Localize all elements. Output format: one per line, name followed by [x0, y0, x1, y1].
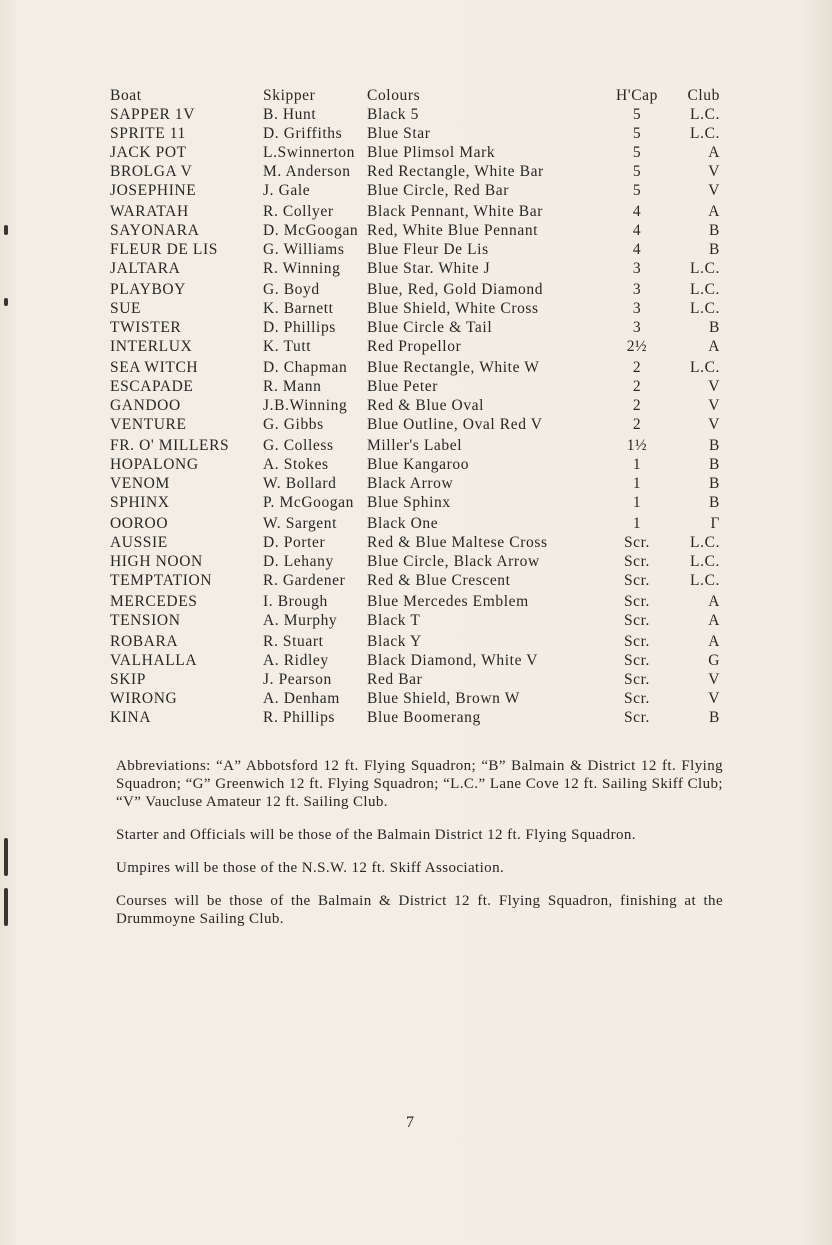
hcap-cell: Scr.	[623, 534, 651, 551]
club-cell: L.C.	[690, 572, 720, 589]
hcap-cell: Scr.	[623, 553, 651, 570]
header-boat: Boat	[110, 87, 142, 104]
skipper-cell: R. Winning	[263, 260, 341, 277]
boat-cell: HIGH NOON	[110, 553, 203, 570]
hcap-cell: 2	[632, 397, 642, 414]
skipper-cell: A. Stokes	[263, 456, 329, 473]
colours-cell: Black T	[367, 612, 421, 629]
hcap-cell: 1½	[626, 437, 648, 454]
club-cell: V	[708, 182, 720, 199]
hcap-cell: 5	[632, 182, 642, 199]
boat-cell: FLEUR DE LIS	[110, 241, 218, 258]
boat-cell: VALHALLA	[110, 652, 198, 669]
table-row	[110, 630, 730, 651]
boat-cell: JOSEPHINE	[110, 182, 197, 199]
hcap-cell: Scr.	[623, 652, 651, 669]
club-cell: B	[709, 437, 720, 454]
table-row	[110, 474, 730, 493]
boat-cell: JACK POT	[110, 144, 187, 161]
skipper-cell: D. Phillips	[263, 319, 336, 336]
club-cell: L.C.	[690, 260, 720, 277]
table-row	[110, 240, 730, 259]
club-cell: L.C.	[690, 106, 720, 123]
table-row	[110, 221, 730, 240]
boat-cell: SEA WITCH	[110, 359, 199, 376]
hcap-cell: 2½	[626, 338, 648, 355]
colours-cell: Blue Circle, Red Bar	[367, 182, 509, 199]
skipper-cell: R. Phillips	[263, 709, 336, 726]
skipper-cell: A. Ridley	[263, 652, 329, 669]
hcap-cell: 4	[632, 222, 642, 239]
club-cell: B	[709, 241, 720, 258]
table-row	[110, 105, 730, 124]
hcap-cell: 5	[632, 106, 642, 123]
table-row	[110, 689, 730, 708]
skipper-cell: G. Williams	[263, 241, 345, 258]
notes-section	[116, 757, 723, 943]
skipper-cell: D. Porter	[263, 534, 326, 551]
hcap-cell: 1	[632, 515, 642, 532]
skipper-cell: I. Brough	[263, 593, 328, 610]
colours-cell: Blue Circle, Black Arrow	[367, 553, 540, 570]
table-row	[110, 377, 730, 396]
boat-cell: VENOM	[110, 475, 170, 492]
club-cell: A	[708, 203, 720, 220]
colours-cell: Blue Circle & Tail	[367, 319, 493, 336]
boat-cell: AUSSIE	[110, 534, 168, 551]
hcap-cell: 4	[632, 203, 642, 220]
skipper-cell: W. Sargent	[263, 515, 338, 532]
skipper-cell: J. Gale	[263, 182, 311, 199]
colours-cell: Blue Kangaroo	[367, 456, 470, 473]
hcap-cell: Scr.	[623, 633, 651, 650]
skipper-cell: K. Barnett	[263, 300, 334, 317]
colours-cell: Red, White Blue Pennant	[367, 222, 539, 239]
colours-cell: Blue, Red, Gold Diamond	[367, 281, 544, 298]
abbreviations-note: Abbreviations: “A” Abbotsford 12 ft. Flying Squadron; “B” Balmain & District 12 ft. Flying Squadron; “G” Greenwich 12 ft. Flying Squadron; “L.C.” Lane Cove 12 ft. Sailing Skiff Club; “V” Vaucluse Amateur 12 ft. Sailing Club.	[116, 758, 723, 810]
club-cell: V	[708, 163, 720, 180]
colours-cell: Black Y	[367, 633, 422, 650]
skipper-cell: R. Gardener	[263, 572, 346, 589]
colours-cell: Blue Star. White J	[367, 260, 491, 277]
colours-cell: Red Bar	[367, 671, 423, 688]
colours-cell: Blue Boomerang	[367, 709, 481, 726]
club-cell: B	[709, 456, 720, 473]
hcap-cell: 3	[632, 300, 642, 317]
boat-cell: FR. O' MILLERS	[110, 437, 230, 454]
club-cell: V	[708, 416, 720, 433]
club-cell: L.C.	[690, 534, 720, 551]
header-hcap: H'Cap	[616, 87, 658, 104]
courses-note: Courses will be those of the Balmain & District 12 ft. Flying Squadron, finishing at the Drummoyne Sailing Club.	[116, 893, 723, 927]
colours-cell: Red & Blue Crescent	[367, 572, 511, 589]
club-cell: V	[708, 690, 720, 707]
table-row	[110, 259, 730, 278]
hcap-cell: 3	[632, 281, 642, 298]
umpires-note: Umpires will be those of the N.S.W. 12 ft. Skiff Association.	[116, 860, 505, 876]
hcap-cell: 3	[632, 319, 642, 336]
colours-cell: Blue Shield, White Cross	[367, 300, 539, 317]
page-number: 7	[406, 1114, 414, 1131]
club-cell: L.C.	[690, 300, 720, 317]
colours-cell: Blue Rectangle, White W	[367, 359, 540, 376]
table-header-row	[110, 86, 730, 105]
club-cell: B	[709, 494, 720, 511]
hcap-cell: 1	[632, 475, 642, 492]
table-row	[110, 571, 730, 590]
colours-cell: Black 5	[367, 106, 419, 123]
header-skipper: Skipper	[263, 87, 316, 104]
boat-cell: SPRITE 11	[110, 125, 186, 142]
hcap-cell: 3	[632, 260, 642, 277]
skipper-cell: D. Griffiths	[263, 125, 343, 142]
colours-cell: Red & Blue Maltese Cross	[367, 534, 548, 551]
skipper-cell: W. Bollard	[263, 475, 337, 492]
table-row	[110, 337, 730, 356]
colours-cell: Blue Sphinx	[367, 494, 451, 511]
boat-cell: TENSION	[110, 612, 181, 629]
hcap-cell: 2	[632, 378, 642, 395]
skipper-cell: A. Denham	[263, 690, 340, 707]
boat-cell: WARATAH	[110, 203, 189, 220]
colours-cell: Blue Plimsol Mark	[367, 144, 496, 161]
table-body	[110, 105, 730, 727]
boat-cell: ROBARA	[110, 633, 179, 650]
club-cell: B	[709, 475, 720, 492]
colours-cell: Red & Blue Oval	[367, 397, 485, 414]
table-row	[110, 200, 730, 221]
table-row	[110, 708, 730, 727]
hcap-cell: Scr.	[623, 709, 651, 726]
club-cell: B	[709, 709, 720, 726]
colours-cell: Blue Mercedes Emblem	[367, 593, 529, 610]
club-cell: V	[708, 378, 720, 395]
boat-cell: TWISTER	[110, 319, 182, 336]
boat-cell: SAPPER 1V	[110, 106, 196, 123]
boat-cell: JALTARA	[110, 260, 181, 277]
skipper-cell: D. Lehany	[263, 553, 334, 570]
skipper-cell: G. Colless	[263, 437, 334, 454]
club-cell: L.C.	[690, 281, 720, 298]
starter-note: Starter and Officials will be those of the Balmain District 12 ft. Flying Squadron.	[116, 827, 636, 843]
boat-cell: VENTURE	[110, 416, 187, 433]
skipper-cell: R. Stuart	[263, 633, 324, 650]
table-row	[110, 143, 730, 162]
club-cell: V	[708, 397, 720, 414]
table-row	[110, 162, 730, 181]
skipper-cell: P. McGoogan	[263, 494, 354, 511]
table-row	[110, 590, 730, 611]
table-row	[110, 455, 730, 474]
table-row	[110, 396, 730, 415]
skipper-cell: L.Swinnerton	[263, 144, 356, 161]
table-row	[110, 278, 730, 299]
colours-cell: Blue Star	[367, 125, 431, 142]
binding-mark	[4, 888, 8, 926]
colours-cell: Black Arrow	[367, 475, 454, 492]
boat-cell: HOPALONG	[110, 456, 199, 473]
table-row	[110, 533, 730, 552]
club-cell: B	[709, 222, 720, 239]
boat-cell: OOROO	[110, 515, 169, 532]
boat-cell: SAYONARA	[110, 222, 200, 239]
colours-cell: Miller's Label	[367, 437, 463, 454]
table-row	[110, 670, 730, 689]
skipper-cell: M. Anderson	[263, 163, 351, 180]
colours-cell: Black Pennant, White Bar	[367, 203, 543, 220]
header-colours: Colours	[367, 87, 421, 104]
boats-table	[110, 86, 730, 727]
table-row	[110, 415, 730, 434]
club-cell: L.C.	[690, 125, 720, 142]
boat-cell: SKIP	[110, 671, 146, 688]
table-row	[110, 356, 730, 377]
club-cell: Γ	[710, 515, 720, 532]
club-cell: L.C.	[690, 359, 720, 376]
hcap-cell: Scr.	[623, 593, 651, 610]
skipper-cell: D. Chapman	[263, 359, 348, 376]
skipper-cell: B. Hunt	[263, 106, 317, 123]
colours-cell: Red Rectangle, White Bar	[367, 163, 544, 180]
skipper-cell: R. Collyer	[263, 203, 334, 220]
binding-mark	[4, 838, 8, 876]
hcap-cell: Scr.	[623, 612, 651, 629]
club-cell: A	[708, 144, 720, 161]
hcap-cell: 5	[632, 144, 642, 161]
hcap-cell: 2	[632, 416, 642, 433]
hcap-cell: 2	[632, 359, 642, 376]
colours-cell: Black One	[367, 515, 439, 532]
colours-cell: Blue Shield, Brown W	[367, 690, 520, 707]
boat-cell: KINA	[110, 709, 152, 726]
colours-cell: Blue Outline, Oval Red V	[367, 416, 543, 433]
skipper-cell: A. Murphy	[263, 612, 338, 629]
skipper-cell: J.B.Winning	[263, 397, 348, 414]
club-cell: A	[708, 633, 720, 650]
binding-mark	[4, 225, 8, 235]
hcap-cell: Scr.	[623, 690, 651, 707]
hcap-cell: 5	[632, 125, 642, 142]
boat-cell: WIRONG	[110, 690, 178, 707]
club-cell: A	[708, 612, 720, 629]
boat-cell: PLAYBOY	[110, 281, 186, 298]
colours-cell: Blue Fleur De Lis	[367, 241, 489, 258]
boat-cell: TEMPTATION	[110, 572, 213, 589]
club-cell: A	[708, 338, 720, 355]
boat-cell: MERCEDES	[110, 593, 198, 610]
colours-cell: Blue Peter	[367, 378, 438, 395]
skipper-cell: J. Pearson	[263, 671, 332, 688]
table-row	[110, 299, 730, 318]
hcap-cell: 4	[632, 241, 642, 258]
table-row	[110, 318, 730, 337]
header-club: Club	[687, 87, 720, 104]
boat-cell: BROLGA V	[110, 163, 193, 180]
hcap-cell: Scr.	[623, 572, 651, 589]
colours-cell: Red Propellor	[367, 338, 462, 355]
boat-cell: INTERLUX	[110, 338, 193, 355]
boat-cell: SPHINX	[110, 494, 170, 511]
boat-cell: GANDOO	[110, 397, 181, 414]
table-row	[110, 181, 730, 200]
skipper-cell: G. Boyd	[263, 281, 320, 298]
club-cell: A	[708, 593, 720, 610]
binding-mark	[4, 298, 8, 306]
boat-cell: ESCAPADE	[110, 378, 194, 395]
club-cell: V	[708, 671, 720, 688]
hcap-cell: 1	[632, 494, 642, 511]
club-cell: G	[708, 652, 720, 669]
table-row	[110, 434, 730, 455]
table-row	[110, 124, 730, 143]
club-cell: B	[709, 319, 720, 336]
hcap-cell: 5	[632, 163, 642, 180]
colours-cell: Black Diamond, White V	[367, 652, 539, 669]
hcap-cell: Scr.	[623, 671, 651, 688]
skipper-cell: D. McGoogan	[263, 222, 359, 239]
boat-cell: SUE	[110, 300, 142, 317]
skipper-cell: K. Tutt	[263, 338, 312, 355]
table-row	[110, 512, 730, 533]
table-row	[110, 493, 730, 512]
skipper-cell: G. Gibbs	[263, 416, 324, 433]
club-cell: L.C.	[690, 553, 720, 570]
hcap-cell: 1	[632, 456, 642, 473]
skipper-cell: R. Mann	[263, 378, 322, 395]
table-row	[110, 651, 730, 670]
table-row	[110, 611, 730, 630]
table-row	[110, 552, 730, 571]
